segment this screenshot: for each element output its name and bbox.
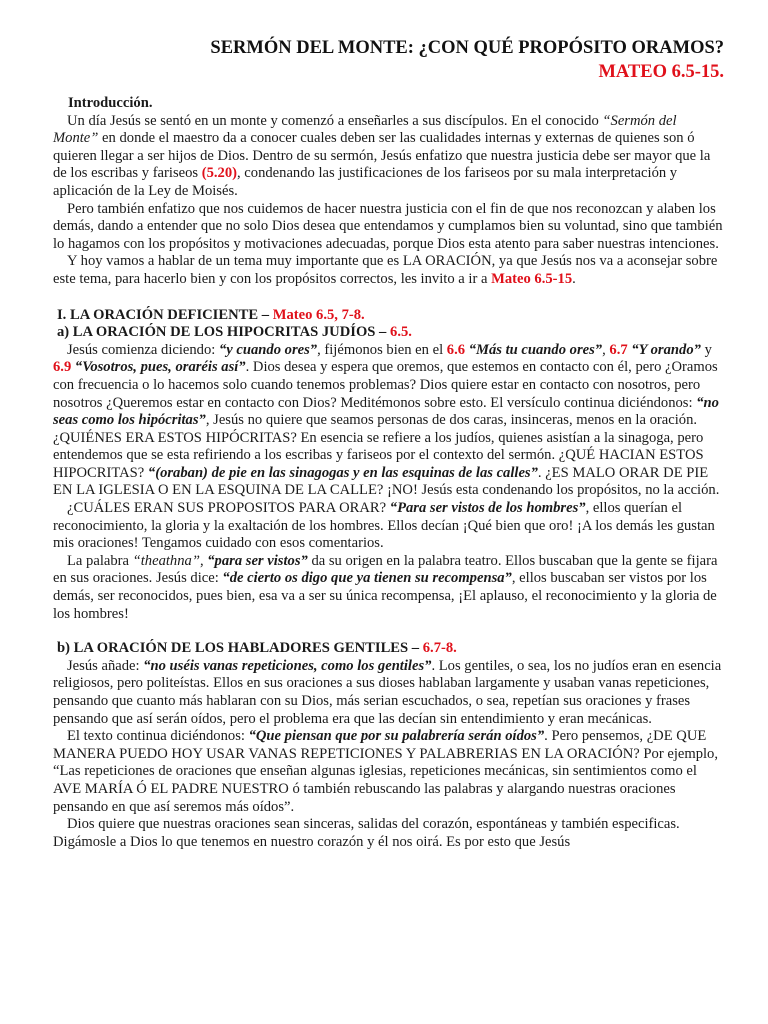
document-body [53, 95, 723, 851]
quote: “Más tu cuando ores” [468, 341, 603, 358]
verse-ref: 6.9 [53, 359, 72, 376]
verse-ref: Mateo 6.5-15 [491, 270, 573, 287]
subsection-a-paragraph-3 [53, 553, 723, 623]
text-run: Jesús añade: [67, 657, 144, 674]
quote: “para ser vistos” [207, 552, 308, 569]
subsection-a-paragraph-2 [53, 500, 723, 553]
text-run: , [199, 552, 208, 569]
verse-ref: Mateo 6.5, 7-8. [272, 306, 365, 323]
subsection-b-heading [57, 640, 723, 658]
subsection-title: b) LA ORACIÓN DE LOS HABLADORES GENTILES – [57, 640, 423, 657]
text-run: , [602, 341, 610, 358]
text-run: . Los gentiles, o sea, los no judíos eran en esencia religiosos, pero politeístas. Ellos en sus oraciones a sus dioses hablaban largamente y usaban vanas repeticiones, pensando que cuanto más hablaran con su Dios, más serian escuchados, o sea, repetían sus oraciones y frases pensando que así serán oídos, pero el problema era que las decían sin entendimiento y eran mecánicas. [53, 657, 722, 727]
quote: “Que piensan que por su palabrería serán oídos” [248, 728, 545, 745]
subsection-a-heading [57, 324, 723, 342]
intro-paragraph-1 [53, 113, 723, 201]
document-title: SERMÓN DEL MONTE: ¿CON QUÉ PROPÓSITO ORAMOS? [210, 38, 724, 58]
subsection-b-paragraph-1 [53, 658, 723, 728]
verse-ref: 6.5. [390, 324, 412, 341]
text-run: . Pero pensemos, ¿DE QUE MANERA PUEDO HOY USAR VANAS REPETICIONES Y PALABRERIAS EN LA ORACIÓN? Por ejemplo, “Las repeticiones de oraciones que enseñan algunas iglesias, repeticiones mecánicas, sin sentimientos como el AVE MARÍA Ó EL PADRE NUESTRO ó también rebuscando las palabras y alargando nuestras oraciones pensando en que así seremos más oídos”. [53, 728, 719, 815]
subsection-a-paragraph-1 [53, 342, 723, 500]
quote: “no seas como los hipócritas” [53, 394, 719, 429]
quote: “Para ser vistos de los hombres” [389, 500, 586, 517]
verse-ref: 6.7 [609, 341, 628, 358]
text-run: Jesús comienza diciendo: [67, 341, 219, 358]
quote: “Vosotros, pues, oraréis así” [74, 359, 246, 376]
verse-ref: 6.6 [446, 341, 466, 358]
intro-paragraph-3 [53, 253, 723, 288]
text-run: da su origen en la palabra teatro. Ellos buscaban que la gente se fijara en sus oraciones. Jesús dice: [53, 552, 718, 587]
verse-ref: (5.20) [201, 165, 237, 182]
text-run: La palabra [67, 552, 133, 569]
quote: “no uséis vanas repeticiones, como los gentiles” [143, 657, 432, 674]
text-run: . Dios desea y espera que oremos, que estemos en contacto con él, pero ¿Oramos con frecuencia o lo hacemos solo cuando tenemos problemas? Dios quiere estar en contacto con nosotros, pero nosotros ¿Queremos estar en contacto con Dios? Meditémonos sobre esto. El versículo continua diciéndonos: [53, 359, 718, 411]
quote: “Y orando” [631, 341, 701, 358]
quote: “(oraban) de pie en las sinagogas y en las esquinas de las calles” [147, 464, 538, 481]
text-run: , fijémonos bien en el [317, 341, 447, 358]
text-run: y [700, 341, 712, 358]
section-title: I. LA ORACIÓN DEFICIENTE – [57, 306, 273, 323]
text-run: en donde el maestro da a conocer cuales deben ser las cualidades internas y externas de quienes son ó quieren llegar a ser hijos de Dios. Dentro de su sermón, Jesús enfatizo que nuestra justicia debe ser mayor que la de los escribas y fariseos [53, 130, 711, 182]
text-run: El texto continua diciéndonos: [67, 728, 249, 745]
subsection-b-paragraph-2 [53, 728, 723, 816]
text-run: . ¿ES MALO ORAR DE PIE EN LA IGLESIA O EN LA ESQUINA DE LA CALLE? ¡NO! Jesús esta condenando los propósitos, no la acción. [53, 464, 720, 499]
verse-ref: 6.7-8. [422, 640, 457, 657]
intro-paragraph-2: Pero también enfatizo que nos cuidemos de hacer nuestra justicia con el fin de que nos reconozcan y alaben los demás, dando a entender que no solo Dios desea que entendamos y cumplamos bien su voluntad, sino que también lo hagamos con los propósitos y motivaciones adecuadas, porque Dios esta atento para saber nuestras intenciones. [53, 200, 723, 252]
scripture-reference: MATEO 6.5-15. [598, 62, 724, 82]
text-run: ¿CUÁLES ERAN SUS PROPOSITOS PARA ORAR? [67, 500, 390, 517]
text-run: . [572, 270, 576, 287]
text-run: , condenando las justificaciones de los fariseos por su mala interpretación y aplicación de la Ley de Moisés. [53, 165, 678, 199]
intro-heading: Introducción. [68, 95, 153, 111]
subsection-title: a) LA ORACIÓN DE LOS HIPOCRITAS JUDÍOS – [57, 324, 391, 341]
subsection-b-paragraph-3: Dios quiere que nuestras oraciones sean sinceras, salidas del corazón, espontáneas y también especificas. Digámosle a Dios lo que tenemos en nuestro corazón y él nos oirá. Es por esto que Jesús [53, 816, 680, 850]
quote: “y cuando ores” [218, 341, 318, 358]
text-run: Y hoy vamos a hablar de un tema muy importante que es LA ORACIÓN, ya que Jesús nos va a aconsejar sobre este tema, para hacerlo bien y con los propósitos correctos, les invito a ir a [53, 253, 718, 287]
text-run: , ellos buscaban ser vistos por los demás, ser reconocidos, pues bien, esa va a ser su única recompensa, ¡El aplauso, el reconocimiento y la gloria de los hombres! [53, 570, 717, 622]
text-run: , Jesús no quiere que seamos personas de dos caras, insinceras, menos en la oración. ¿QUIÉNES ERA ESTOS HIPÓCRITAS? En esencia se refiere a los judíos, quienes asistían a la sinagoga, pero entendemos que se esta refiriendo a los escribas y fariseos por el contexto del sermón. ¿QUÉ HACIAN ESTOS HIPOCRITAS? [53, 412, 704, 481]
quote-sermon: “Sermón del Monte” [53, 112, 677, 147]
text-run: , ellos querían el reconocimiento, la gloria y la exaltación de los hombres. Ellos decían ¡Qué bien que oro! ¡A los demás les gustan mis oraciones! Tengamos cuidado con esos comentarios. [53, 500, 715, 552]
text-run: Un día Jesús se sentó en un monte y comenzó a enseñarles a sus discípulos. En el conocido [67, 112, 599, 129]
section-1-heading [57, 307, 723, 325]
quote: “theathna” [132, 552, 200, 569]
quote: “de cierto os digo que ya tienen su recompensa” [222, 570, 512, 587]
